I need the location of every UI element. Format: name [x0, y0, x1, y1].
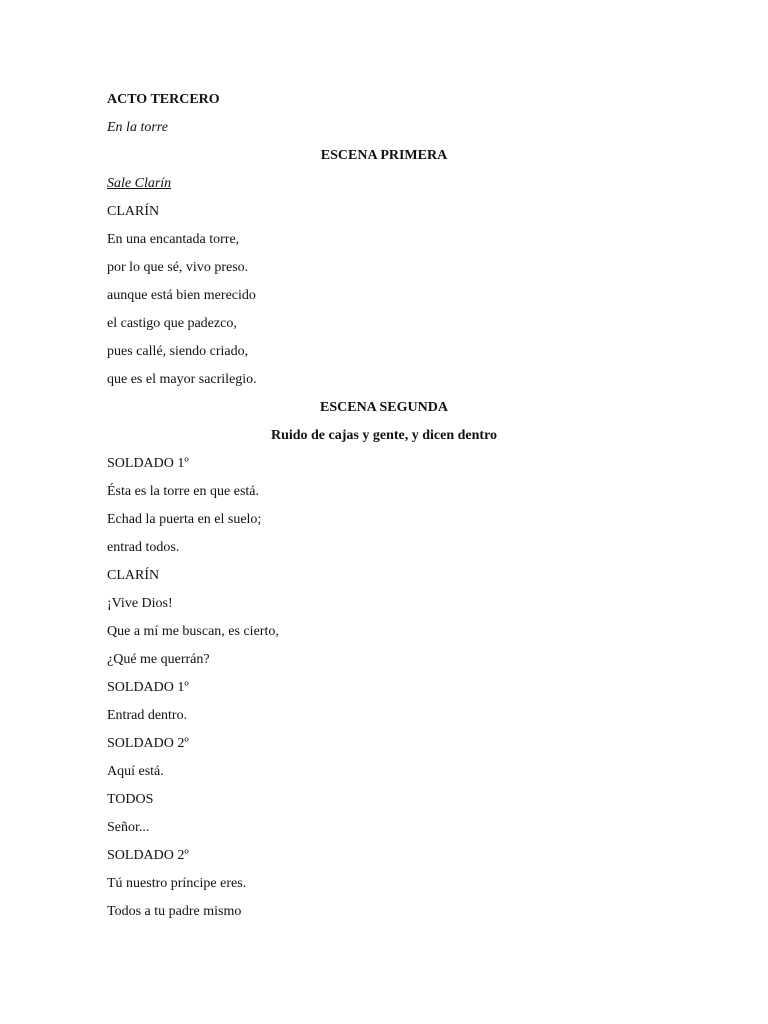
stage-direction: Ruido de cajas y gente, y dicen dentro — [270, 428, 498, 443]
speaker-name: SOLDADO 2º — [107, 848, 189, 863]
verse-line: el castigo que padezco, — [107, 316, 237, 331]
verse-line: ¡Vive Dios! — [107, 596, 173, 611]
act-title: ACTO TERCERO — [107, 92, 220, 107]
verse-line: Aquí está. — [107, 764, 164, 779]
scene-heading: ESCENA SEGUNDA — [320, 400, 448, 415]
stage-direction-text: Sale Clarín — [107, 176, 172, 191]
verse-line: que es el mayor sacrilegio. — [107, 372, 257, 387]
verse-line: aunque está bien merecido — [107, 288, 256, 303]
speaker-name: SOLDADO 1º — [107, 456, 189, 471]
verse-line: Entrad dentro. — [107, 708, 188, 723]
speaker-name: CLARÍN — [107, 204, 160, 219]
verse-line: Ésta es la torre en que está. — [107, 484, 259, 499]
verse-line: ¿Qué me querrán? — [107, 652, 210, 667]
stage-direction — [107, 174, 661, 202]
verse-line: por lo que sé, vivo preso. — [107, 260, 249, 275]
verse-line: Tú nuestro príncipe eres. — [107, 876, 247, 891]
verse-line: Echad la puerta en el suelo; — [107, 512, 262, 527]
setting-note: En la torre — [107, 120, 168, 135]
verse-line: pues callé, siendo criado, — [107, 344, 249, 359]
document-page — [107, 90, 661, 930]
speaker-name: TODOS — [107, 792, 154, 807]
verse-line: En una encantada torre, — [107, 232, 240, 247]
speaker-name: SOLDADO 1º — [107, 680, 189, 695]
verse-line: Señor... — [107, 820, 150, 835]
verse-line: Que a mí me buscan, es cierto, — [107, 624, 279, 639]
verse-line: Todos a tu padre mismo — [107, 904, 242, 919]
speaker-name: SOLDADO 2º — [107, 736, 189, 751]
verse-line: entrad todos. — [107, 540, 180, 555]
scene-heading: ESCENA PRIMERA — [320, 148, 448, 163]
speaker-name: CLARÍN — [107, 568, 160, 583]
